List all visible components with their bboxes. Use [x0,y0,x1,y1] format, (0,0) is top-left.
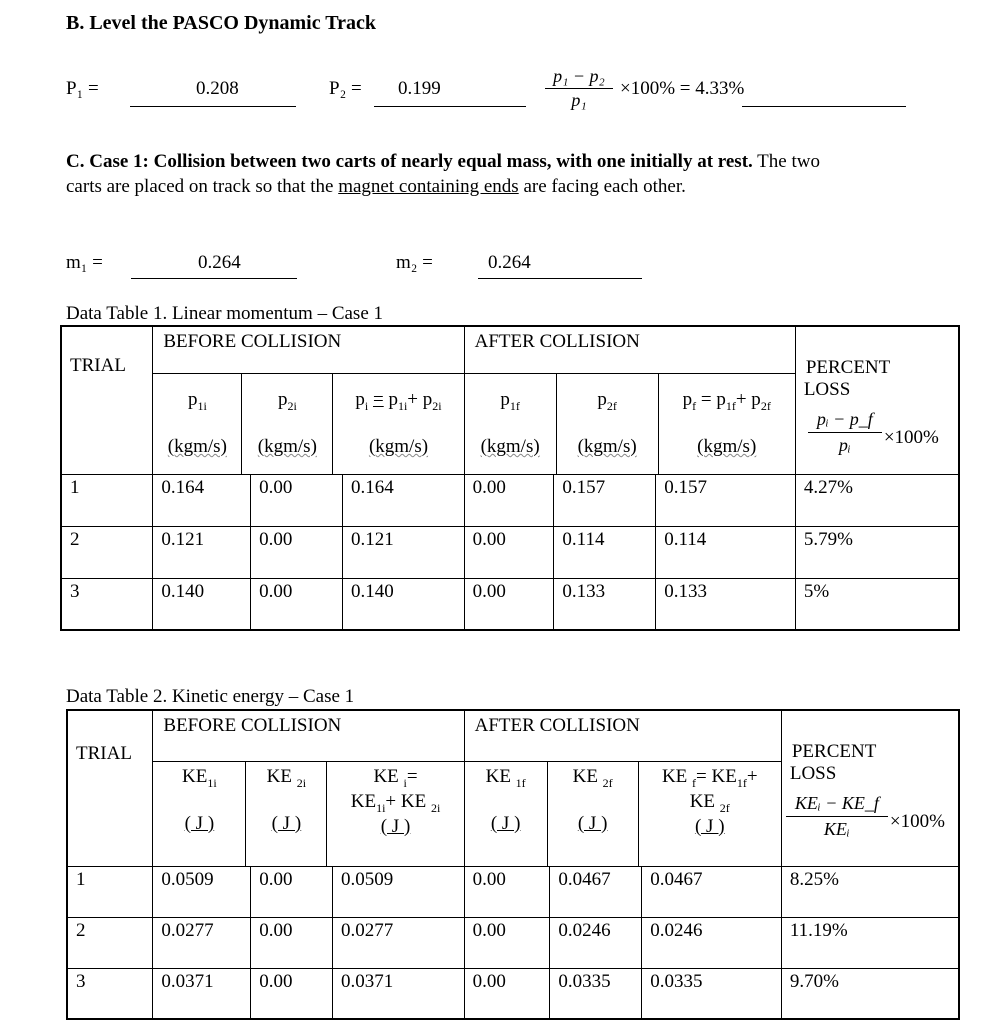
loss-denominator: pᵢ [838,435,851,455]
unit-label: (kgm/s) [167,436,227,458]
loss-times100: ×100% [889,811,945,832]
cell-pf[interactable]: 0.157 [656,474,796,526]
cell-p2f[interactable]: 0.114 [554,526,656,578]
unit-label: (kgm/s) [697,436,757,458]
cell-p1i[interactable]: 0.140 [153,578,251,630]
unit-label: (kgm/s) [577,436,637,458]
loss-numerator: KEᵢ − KE_f [794,793,879,813]
cell-pf[interactable]: 0.133 [656,578,796,630]
cell-pi[interactable]: 0.121 [342,526,464,578]
cell-p2f[interactable]: 0.157 [554,474,656,526]
unit-label: ( J ) [184,812,215,834]
cell-kei[interactable]: 0.0371 [333,968,465,1019]
cell-ke1i[interactable]: 0.0371 [153,968,251,1019]
loss-fraction [786,793,888,840]
after-collision-label: AFTER COLLISION [474,715,640,736]
m2-underline [478,278,642,279]
section-c-line2-post: are facing each other. [518,176,686,197]
table1-after-subheaders [465,373,795,474]
cell-p2i[interactable]: 0.00 [251,578,343,630]
cell-kef[interactable]: 0.0335 [642,968,782,1019]
kinetic-energy-table [66,709,960,1020]
table1-caption: Data Table 1. Linear momentum – Case 1 [66,303,384,324]
loss-bar [808,432,882,433]
fraction-bar [545,88,613,89]
cell-pi[interactable]: 0.140 [342,578,464,630]
table-row [67,866,959,917]
cell-ke2f[interactable]: 0.0467 [550,866,642,917]
section-c-rest: The two [752,151,820,172]
cell-loss[interactable]: 11.19% [781,917,959,968]
table2-caption: Data Table 2. Kinetic energy – Case 1 [66,686,355,707]
loss-denominator: KEᵢ [823,819,850,839]
unit-label: ( J ) [380,815,411,837]
cell-kei[interactable]: 0.0277 [333,917,465,968]
m1-value[interactable]: 0.264 [198,252,241,273]
cell-p2i[interactable]: 0.00 [251,526,343,578]
table1-before-group [153,326,464,474]
col-p1f: $p_{1f}$ (kgm/s) [465,374,557,474]
trial-label: TRIAL [70,355,126,376]
after-collision-label: AFTER COLLISION [474,331,640,352]
col-pi: $p_i = p_{1i}+ p_{2i}$ (kgm/s) [333,374,464,474]
table2-after-group [464,710,781,866]
percent-label: PERCENT [791,741,877,762]
cell-ke2i[interactable]: 0.00 [251,968,333,1019]
loss-times100: ×100% [883,427,939,448]
table1-before-subheaders [153,373,463,474]
table-row [61,474,959,526]
section-c-line1 [66,151,820,173]
trial-cell: 1 [61,474,153,526]
before-collision-label: BEFORE COLLISION [163,715,342,736]
cell-loss[interactable]: 4.27% [795,474,959,526]
p1-value[interactable]: 0.208 [196,78,239,99]
trial-cell: 2 [67,917,153,968]
cell-ke1i[interactable]: 0.0277 [153,917,251,968]
col-p2i: $p_{2i}$ (kgm/s) [242,374,333,474]
table1-percent-loss-header [795,326,959,474]
table1-trial-header [61,326,153,474]
percent-label: PERCENT [805,357,891,378]
fraction-denominator: p₁ [571,90,587,110]
cell-p1i[interactable]: 0.121 [153,526,251,578]
m2-label: m₂ = [396,252,433,273]
col-ke2i: KE $_{2i}$ ( J ) [246,762,327,866]
cell-loss[interactable]: 5% [795,578,959,630]
percent-diff-result[interactable]: ×100% = 4.33% [620,78,745,99]
section-c-title: C. Case 1: Collision between two carts of nearly equal mass, with one initially at rest. [66,151,753,172]
loss-numerator: pᵢ − p_f [816,409,873,429]
table2-before-subheaders [153,761,463,866]
unit-label: ( J ) [694,815,725,837]
table-row [61,526,959,578]
section-c-line2-pre: carts are placed on track so that the [66,176,339,197]
loss-label: LOSS [803,379,851,400]
p2-underline [374,106,526,107]
table-row [67,917,959,968]
cell-pi[interactable]: 0.164 [342,474,464,526]
unit-label: (kgm/s) [480,436,540,458]
section-c-line2 [66,176,686,198]
m1-label: m₁ = [66,252,103,273]
m2-value[interactable]: 0.264 [488,252,531,273]
cell-pf[interactable]: 0.114 [656,526,796,578]
unit-label: (kgm/s) [257,436,317,458]
cell-ke2i[interactable]: 0.00 [251,866,333,917]
trial-cell: 2 [61,526,153,578]
cell-ke2f[interactable]: 0.0335 [550,968,642,1019]
trial-cell: 3 [67,968,153,1019]
cell-ke1f[interactable]: 0.00 [464,866,550,917]
cell-p2i[interactable]: 0.00 [251,474,343,526]
table-row [67,968,959,1019]
col-ke1f: KE $_{1f}$ ( J ) [465,762,548,866]
cell-ke2f[interactable]: 0.0246 [550,917,642,968]
cell-kei[interactable]: 0.0509 [333,866,465,917]
table2-percent-loss-header [781,710,959,866]
unit-label: ( J ) [577,812,608,834]
unit-label: (kgm/s) [368,436,429,458]
fraction-numerator: p₁ − p₂ [553,66,605,86]
cell-p1f[interactable]: 0.00 [464,578,554,630]
cell-p1f[interactable]: 0.00 [464,474,554,526]
loss-bar [786,816,888,817]
trial-label: TRIAL [76,743,132,764]
cell-kef[interactable]: 0.0246 [642,917,782,968]
col-ke2f: KE $_{2f}$ ( J ) [547,762,638,866]
magnet-ends-text: magnet containing ends [338,176,519,197]
cell-loss[interactable]: 5.79% [795,526,959,578]
col-ke1i: $KE_{1i}$ ( J ) [153,762,246,866]
cell-p1i[interactable]: 0.164 [153,474,251,526]
trial-cell: 3 [61,578,153,630]
table2-before-group [153,710,464,866]
cell-loss[interactable]: 9.70% [781,968,959,1019]
m1-underline [131,278,297,279]
section-b-title: B. Level the PASCO Dynamic Track [66,12,376,34]
table-row [61,578,959,630]
unit-label: ( J ) [271,812,302,834]
p1-underline [130,106,296,107]
table2-after-subheaders [465,761,781,866]
col-p1i: $p_{1i}$ (kgm/s) [153,374,242,474]
cell-ke2i[interactable]: 0.00 [251,917,333,968]
p1-label: P₁ = [66,78,99,99]
momentum-table [60,325,960,631]
unit-label: ( J ) [490,812,521,834]
percent-diff-underline [742,106,906,107]
cell-ke1f[interactable]: 0.00 [464,917,550,968]
cell-kef[interactable]: 0.0467 [642,866,782,917]
cell-ke1i[interactable]: 0.0509 [153,866,251,917]
loss-fraction [808,409,882,456]
table2-trial-header [67,710,153,866]
p2-value[interactable]: 0.199 [398,78,441,99]
col-p2f: $p_{2f}$ (kgm/s) [556,374,658,474]
cell-loss[interactable]: 8.25% [781,866,959,917]
col-kei: KE $_i$= $KE_{1i}+$ KE $_{2i}$ ( J ) [327,762,464,866]
col-kef: KE $_f= KE_{1f}+$ KE $_{2f}$ ( J ) [638,762,781,866]
cell-p2f[interactable]: 0.133 [554,578,656,630]
percent-diff-fraction [545,66,613,111]
table1-after-group [464,326,795,474]
p2-label: P₂ = [329,78,362,99]
cell-p1f[interactable]: 0.00 [464,526,554,578]
col-pf: $p_f = p_{1f}+ p_{2f}$ (kgm/s) [658,374,795,474]
before-collision-label: BEFORE COLLISION [163,331,342,352]
cell-ke1f[interactable]: 0.00 [464,968,550,1019]
trial-cell: 1 [67,866,153,917]
loss-label: LOSS [789,763,837,784]
